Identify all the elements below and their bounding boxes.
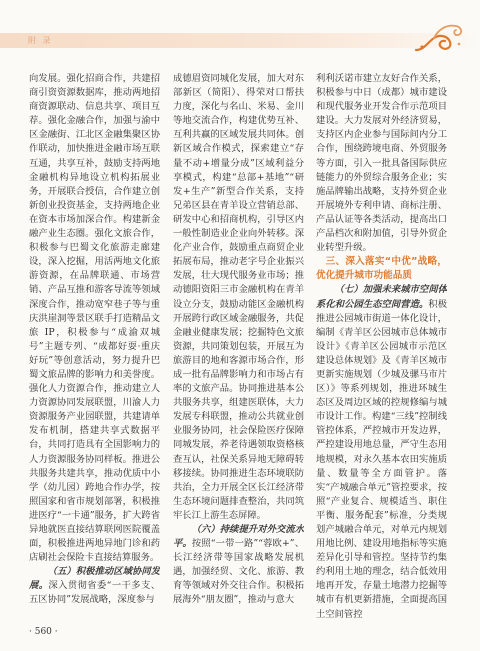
text-column-3 xyxy=(316,72,447,620)
text-column-1 xyxy=(29,72,160,620)
page-number: · 560 · xyxy=(29,627,58,637)
header-bar xyxy=(0,33,480,48)
paragraph: 利利沃诺市建立友好合作关系，积极参与中日（成都）城市建设和现代服务业开发合作示范项目建设。大力发展对外经济贸易，支持区内企业参与国际间内分工合作，围绕跨境电商、外贸服务等方面，引入一批具备国际供应链能力的外贸综合服务企业；实施品牌输出战略，支持外贸企业开展境外专利申请、商标注册、产品认证等各类活动，提高出口产品档次和附加值，引导外贸企业转型升级。 xyxy=(316,73,447,254)
subsection-title: （六）持续提升对外交流水平。 xyxy=(173,524,304,550)
paragraph-body: 按照“一带一路”“蓉欧+”、长江经济带等国家战略发展机遇，加强经贸、文化、旅游、教育等领域对外交往合作。积极拓展海外“朋友圈”，推动与意大 xyxy=(173,538,304,606)
paragraph: 向发展。强化招商合作，共建招商引资资源数据库，推动两地招商资源联动、信息共享、项目互荐。强化金融合作，加强与渝中区金融街、江北区金融集聚区协作联动，加快推进金融市场互联互通，共享互补，鼓励支持两地金融机构异地设立机构拓展业务，开展联合授信，合作建立创新创业投资基金，支持两地企业在资本市场加深合作。构建新金融产业生态圈。强化文旅合作，积极参与巴蜀文化旅游走廊建设，深入挖掘，用活两地文化旅游资源，在品牌联通、市场营销、产品互推和游客导流等领域深度合作，推动宽窄巷子等与重庆洪崖洞等景区联手打造精品文旅 IP，积极参与“成渝双城号”主题专列、“成都好耍·重庆好玩”等创意活动，努力提升巴蜀文旅品牌的影响力和美誉度。强化人力资源合作，推动建立人力资源协同发展联盟，川渝人力资源服务产业园联盟，共建请单发布机制，搭建共享式数据平台，共同打造具有全国影响力的人力资源服务协同样板。推进公共服务共建共享，推动优质中小学（幼儿园）跨地合作办学，按照国家和省市规划部署，积极推进医疗“一卡通”服务，扩大跨省异地就医直接结算联网医院覆盖面，积极推进两地异地门诊和药店刷社会保险卡直接结算服务。 xyxy=(29,73,160,564)
subsection-title: （七）加强未来城市空间体系化和公园生态空间营造。 xyxy=(316,284,447,310)
paragraph-section-7 xyxy=(316,283,447,620)
decorative-swirl-icon xyxy=(412,20,464,56)
text-column-2 xyxy=(173,72,304,620)
paragraph-body: 积极推进公园城市街道一体化设计，编制《青羊区公园城市总体城市设计》《青羊区公园城市示范区建设总体规划》及《青羊区城市更新实施规划（少城及骡马市片区）》等系列规划，推进环城生态区及周边区域的控规修编与城市设计工作。构建“三线”控制线管控体系，严控城市开发边界，严控建设用地总量，严守生态用地规模，对永久基本农田实施质量、数量等全方面管护。落实“产城融合单元”管控要求，按照“产业复合、规模适当、职住平衡、服务配套”标准，分类规划产城融合单元，对单元内规划用地比例、建设用地指标等实施差异化引导和管控。坚持节约集约利用土地的理念，结合低效用地再开发，存量土地潜力挖掘等城市有机更新措施，全面提高国土空间管控 xyxy=(316,298,447,620)
paragraph-body: 深入贯彻省委“一干多支、五区协同”发展战略，深度参与 xyxy=(29,580,160,606)
subsection-title: （五）积极推动区域协同发展。 xyxy=(29,566,160,592)
paragraph: 成德眉资同城化发展，加大对东部新区（简阳）、得荣对口帮扶力度，深化与名山、米易、金川等地交流合作，构建优势互补、互利共赢的区域发展共同体。创新区域合作模式，探索建立“存量不动+增量分成”区域利益分享模式，构建“总部+基地”“研发+生产”新型合作关系，支持兄弟区县在青羊设立营销总部、研发中心和招商机构，引导区内一般性制造业企业向外转移。深化产业合作，鼓励重点商贸企业拓展布局，推动老字号企业振兴发展，壮大现代服务业市场；推动德阳资阳三市金融机构在青羊设立分支，鼓励动能区金融机构开展跨行政区域金融服务，共促金融业健康发展；挖掘特色文旅资源，共同策划包装，开展互为旅游目的地和客源市场合作，形成一批有品牌影响力和市场占有率的文旅产品。协同推进基本公共服务共享，组建医联体，大力发展专科联盟，推动公共就业创业服务协同，社会保险医疗保障同城发展，养老待遇领取资格核查互认，社保关系异地无障碍转移接续。协同推进生态环境联防共治，全力开展全区长江经济带生态环境问题排查整治，共同筑牢长江上游生态屏障。 xyxy=(173,73,304,521)
paragraph-section-5 xyxy=(29,565,160,607)
section-heading: 三、深入落实“中优”战略，优化提升城市功能品质 xyxy=(316,256,447,282)
paragraph-section-6 xyxy=(173,523,304,608)
section-label: 附 录 xyxy=(28,36,53,45)
